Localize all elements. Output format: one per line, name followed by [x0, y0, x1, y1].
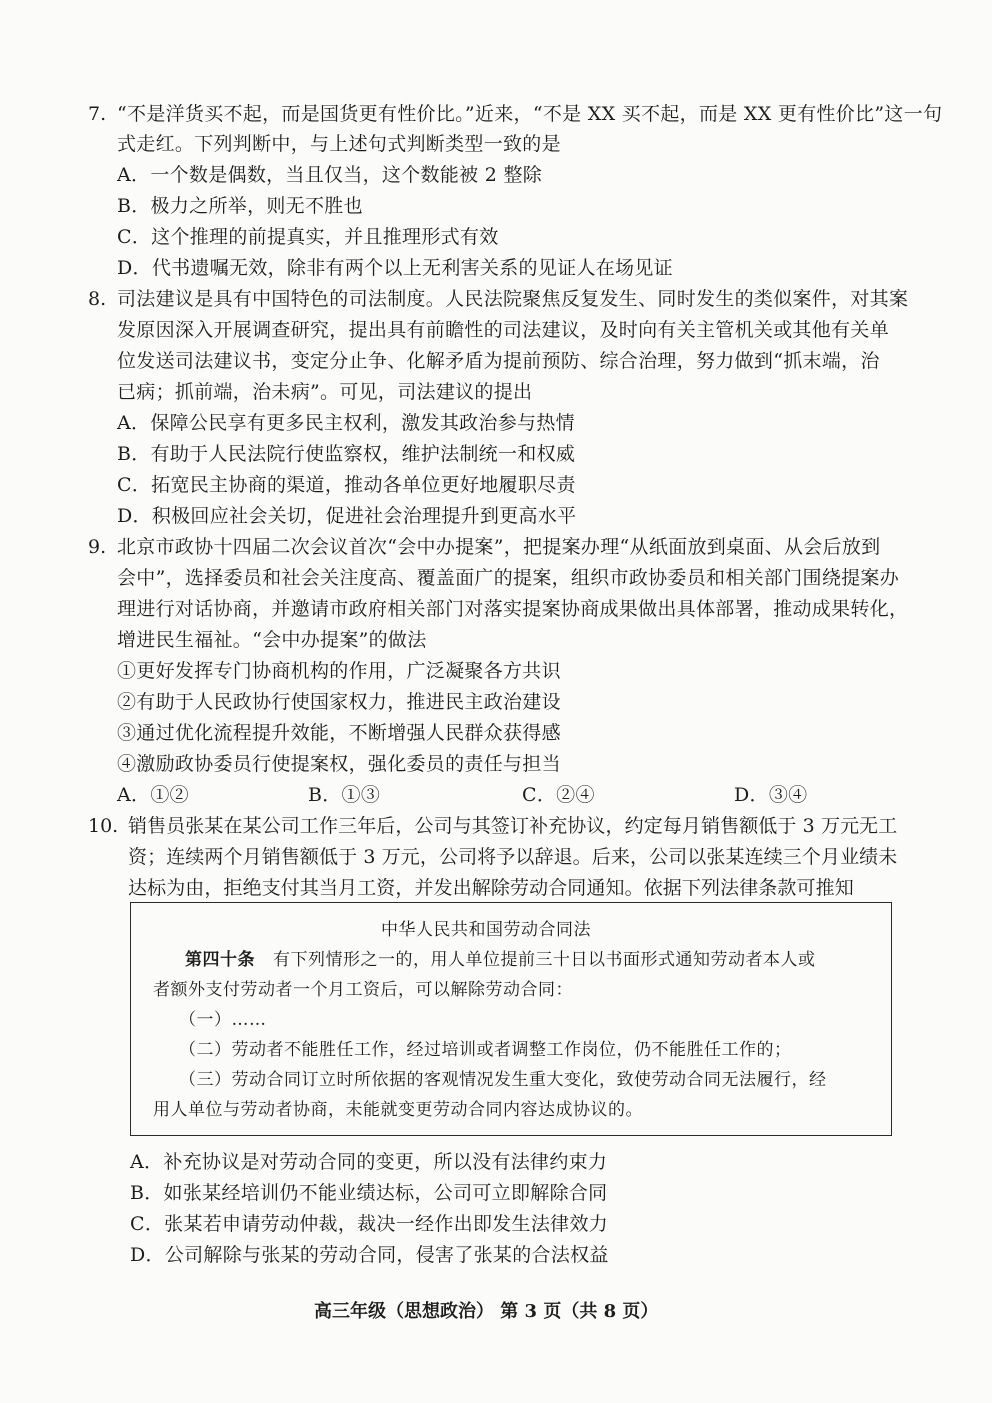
article-item-2: （二）劳动者不能胜任工作，经过培训或者调整工作岗位，仍不能胜任工作的；	[179, 1040, 792, 1060]
option-a: A．补充协议是对劳动合同的变更，所以没有法律约束力	[130, 1151, 608, 1173]
law-title: 中华人民共和国劳动合同法	[381, 920, 591, 940]
question-stem-line: 销售员张某在某公司工作三年后，公司与其签订补充协议，约定每月销售额低于 3 万元无工	[128, 815, 898, 837]
option-a: A．一个数是偶数，当且仅当，这个数能被 2 整除	[117, 164, 543, 186]
law-excerpt-box	[130, 902, 892, 1136]
article-item-3: （三）劳动合同订立时所依据的客观情况发生重大变化，致使劳动合同无法履行，经	[179, 1070, 827, 1090]
option-c: C．张某若申请劳动仲裁，裁决一经作出即发生法律效力	[130, 1213, 609, 1235]
question-number: 7.	[88, 103, 107, 125]
page-footer: 高三年级（思想政治） 第 3 页（共 8 页）	[314, 1301, 659, 1322]
question-number: 9.	[88, 536, 107, 558]
option-b: B．有助于人民法院行使监察权，维护法制统一和权威	[117, 443, 576, 465]
question-stem-line: 式走红。下列判断中，与上述句式判断类型一致的是	[117, 133, 561, 155]
option-d: D．积极回应社会关切，促进社会治理提升到更高水平	[117, 505, 577, 527]
question-number: 8.	[88, 288, 107, 310]
article-intro: 有下列情形之一的，用人单位提前三十日以书面形式通知劳动者本人或	[273, 950, 816, 970]
question-number: 10.	[88, 815, 119, 837]
option-b: B．如张某经培训仍不能业绩达标，公司可立即解除合同	[130, 1182, 608, 1204]
question-stem-line: 达标为由，拒绝支付其当月工资，并发出解除劳动合同通知。依据下列法律条款可推知	[128, 877, 854, 899]
question-stem-line: 北京市政协十四届二次会议首次“会中办提案”，把提案办理“从纸面放到桌面、从会后放到	[117, 536, 881, 558]
option-d: D．③④	[734, 784, 808, 806]
statement-4: ④激励政协委员行使提案权，强化委员的责任与担当	[117, 753, 561, 775]
question-stem-line: “不是洋货买不起，而是国货更有性价比。”近来，“不是 XX 买不起，而是 XX 更有性价比”这一句	[117, 103, 943, 125]
option-c: C．②④	[522, 784, 595, 806]
question-stem-line: 资；连续两个月销售额低于 3 万元，公司将予以辞退。后来，公司以张某连续三个月业绩未	[128, 846, 898, 868]
article-item-3-cont: 用人单位与劳动者协商，未能就变更劳动合同内容达成协议的。	[153, 1100, 643, 1120]
statement-3: ③通过优化流程提升效能，不断增强人民群众获得感	[117, 722, 561, 744]
question-stem-line: 增进民生福祉。“会中办提案”的做法	[117, 629, 427, 651]
option-c: C．这个推理的前提真实，并且推理形式有效	[117, 226, 499, 248]
option-a: A．保障公民享有更多民主权利，激发其政治参与热情	[117, 412, 575, 434]
option-b: B．①③	[308, 784, 381, 806]
option-b: B．极力之所举，则无不胜也	[117, 195, 363, 217]
statement-1: ①更好发挥专门协商机构的作用，广泛凝聚各方共识	[117, 660, 561, 682]
question-stem-line: 会中”，选择委员和社会关注度高、覆盖面广的提案，组织市政协委员和相关部门围绕提案办	[117, 567, 900, 589]
option-c: C．拓宽民主协商的渠道，推动各单位更好地履职尽责	[117, 474, 576, 496]
option-a: A．①②	[117, 784, 189, 806]
article-item-1: （一）……	[179, 1010, 267, 1030]
question-stem-line: 司法建议是具有中国特色的司法制度。人民法院聚焦反复发生、同时发生的类似案件，对其案	[117, 288, 909, 310]
question-stem-line: 发原因深入开展调查研究，提出具有前瞻性的司法建议，及时向有关主管机关或其他有关单	[117, 319, 890, 341]
question-stem-line: 理进行对话协商，并邀请市政府相关部门对落实提案协商成果做出具体部署，推动成果转化，	[117, 598, 909, 620]
statement-2: ②有助于人民政协行使国家权力，推进民主政治建设	[117, 691, 561, 713]
option-d: D．公司解除与张某的劳动合同，侵害了张某的合法权益	[130, 1244, 609, 1266]
article-intro-cont: 者额外支付劳动者一个月工资后，可以解除劳动合同：	[153, 980, 573, 1000]
question-stem-line: 已病；抓前端，治未病”。可见，司法建议的提出	[117, 381, 533, 403]
question-stem-line: 位发送司法建议书，变定分止争、化解矛盾为提前预防、综合治理，努力做到“抓末端，治	[117, 350, 880, 372]
article-label: 第四十条	[185, 950, 255, 970]
option-d: D．代书遗嘱无效，除非有两个以上无利害关系的见证人在场见证	[117, 257, 673, 279]
